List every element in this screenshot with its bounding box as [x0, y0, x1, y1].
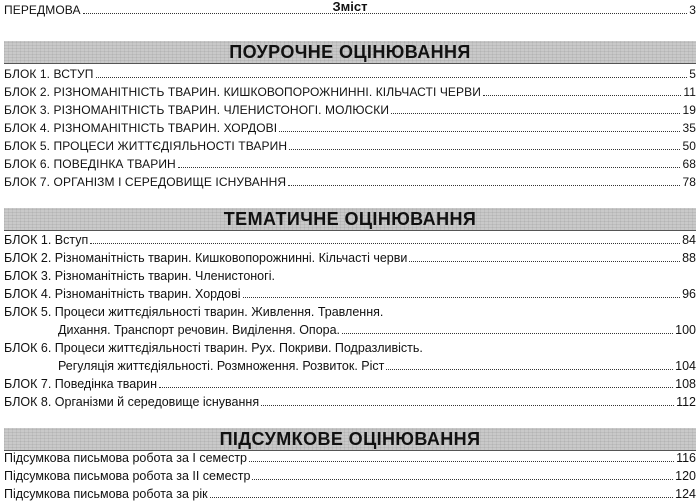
toc-entry-preface[interactable] — [4, 0, 696, 18]
dot-leader — [249, 461, 674, 462]
toc-page-number: 84 — [682, 233, 696, 247]
toc-entry[interactable] — [4, 248, 696, 266]
toc-entry[interactable] — [4, 284, 696, 302]
toc-entry-label: БЛОК 2. Різноманітність тварин. Кишковопорожнинні. Кільчасті черви — [4, 251, 408, 265]
toc-page-number: 78 — [682, 175, 696, 189]
toc-entry[interactable] — [4, 230, 696, 248]
section-heading: ПОУРОЧНЕ ОЦІНЮВАННЯ — [229, 42, 471, 62]
toc-page-number: 112 — [676, 395, 696, 409]
toc-entry-label: БЛОК 6. ПОВЕДІНКА ТВАРИН — [4, 157, 176, 171]
toc-entry-label: БЛОК 2. РІЗНОМАНІТНІСТЬ ТВАРИН. КИШКОВОПОРОЖНИННІ. КІЛЬЧАСТІ ЧЕРВИ — [4, 85, 481, 99]
dot-leader — [342, 333, 673, 334]
toc-entry[interactable] — [4, 118, 696, 136]
toc-entry-label: Підсумкова письмова робота за І семестр — [4, 451, 248, 465]
section-heading: ПІДСУМКОВЕ ОЦІНЮВАННЯ — [219, 429, 481, 449]
toc-entry[interactable] — [4, 82, 696, 100]
toc-entry[interactable] — [4, 338, 696, 356]
dot-leader — [90, 243, 680, 244]
toc-entry-label: БЛОК 7. Поведінка тварин — [4, 377, 158, 391]
dot-leader — [391, 113, 680, 114]
toc-entry[interactable] — [4, 466, 696, 484]
toc-entry-label: БЛОК 6. Процеси життєдіяльності тварин. Рух. Покриви. Подразливість. — [4, 341, 423, 355]
dot-leader — [288, 185, 680, 186]
dot-leader — [252, 479, 673, 480]
toc-entry-label: Підсумкова письмова робота за ІІ семестр — [4, 469, 251, 483]
section-heading: ТЕМАТИЧНЕ ОЦІНЮВАННЯ — [223, 209, 477, 229]
toc-entry-label: БЛОК 7. ОРГАНІЗМ І СЕРЕДОВИЩЕ ІСНУВАННЯ — [4, 175, 287, 189]
toc-entry-label: Підсумкова письмова робота за рік — [4, 487, 208, 501]
toc-entry[interactable] — [4, 266, 696, 284]
toc-page-number: 120 — [675, 469, 696, 483]
toc-entry[interactable] — [4, 154, 696, 172]
section-banner-thematic-assessment — [4, 208, 696, 231]
toc-entry[interactable] — [4, 100, 696, 118]
toc-entry-label: БЛОК 4. РІЗНОМАНІТНІСТЬ ТВАРИН. ХОРДОВІ — [4, 121, 278, 135]
toc-page-number: 124 — [675, 487, 696, 501]
toc-entry[interactable] — [4, 484, 696, 502]
dot-leader — [159, 387, 673, 388]
toc-page-number: 116 — [676, 451, 696, 465]
toc-entry[interactable] — [4, 448, 696, 466]
toc-entry-continuation[interactable] — [4, 320, 696, 338]
toc-entry[interactable] — [4, 392, 696, 410]
page-title: Зміст — [332, 0, 368, 14]
toc-page-number: 35 — [682, 121, 696, 135]
toc-entry[interactable] — [4, 172, 696, 190]
toc-entry[interactable] — [4, 136, 696, 154]
toc-page-number: 108 — [675, 377, 696, 391]
dot-leader — [243, 297, 681, 298]
toc-page-number: 5 — [689, 67, 696, 81]
section-banner-lesson-assessment — [4, 41, 696, 64]
toc-entry-label: БЛОК 3. РІЗНОМАНІТНІСТЬ ТВАРИН. ЧЛЕНИСТОНОГІ. МОЛЮСКИ — [4, 103, 390, 117]
toc-page-number: 3 — [689, 3, 696, 17]
toc-entry-label: БЛОК 5. ПРОЦЕСИ ЖИТТЄДІЯЛЬНОСТІ ТВАРИН — [4, 139, 288, 153]
toc-entry-label: ПЕРЕДМОВА — [4, 3, 81, 17]
toc-entry-label: БЛОК 5. Процеси життєдіяльності тварин. Живлення. Травлення. — [4, 305, 384, 319]
dot-leader — [210, 497, 674, 498]
toc-page-number: 11 — [683, 85, 696, 99]
toc-entry[interactable] — [4, 302, 696, 320]
dot-leader — [386, 369, 673, 370]
dot-leader — [96, 77, 688, 78]
toc-entry-label: БЛОК 3. Різноманітність тварин. Членистоногі. — [4, 269, 275, 283]
dot-leader — [289, 149, 680, 150]
toc-entry[interactable] — [4, 64, 696, 82]
toc-page-number: 100 — [675, 323, 696, 337]
toc-entry-continuation[interactable] — [4, 356, 696, 374]
dot-leader — [83, 13, 688, 14]
toc-entry-label: БЛОК 8. Організми й середовище існування — [4, 395, 260, 409]
toc-page-number: 96 — [682, 287, 696, 301]
dot-leader — [261, 405, 674, 406]
dot-leader — [409, 261, 680, 262]
dot-leader — [279, 131, 680, 132]
toc-page-number: 19 — [682, 103, 696, 117]
toc-entry-label: БЛОК 1. Вступ — [4, 233, 89, 247]
toc-page-number: 104 — [675, 359, 696, 373]
toc-entry-label: Регуляція життєдіяльності. Розмноження. Розвиток. Ріст — [58, 359, 385, 373]
toc-page-number: 68 — [682, 157, 696, 171]
toc-page-number: 50 — [682, 139, 696, 153]
toc-entry-label: Дихання. Транспорт речовин. Виділення. Опора. — [58, 323, 341, 337]
dot-leader — [483, 95, 681, 96]
toc-entry[interactable] — [4, 374, 696, 392]
toc-entry-label: БЛОК 4. Різноманітність тварин. Хордові — [4, 287, 241, 301]
toc-entry-label: БЛОК 1. ВСТУП — [4, 67, 94, 81]
toc-page-number: 88 — [682, 251, 696, 265]
dot-leader — [178, 167, 681, 168]
